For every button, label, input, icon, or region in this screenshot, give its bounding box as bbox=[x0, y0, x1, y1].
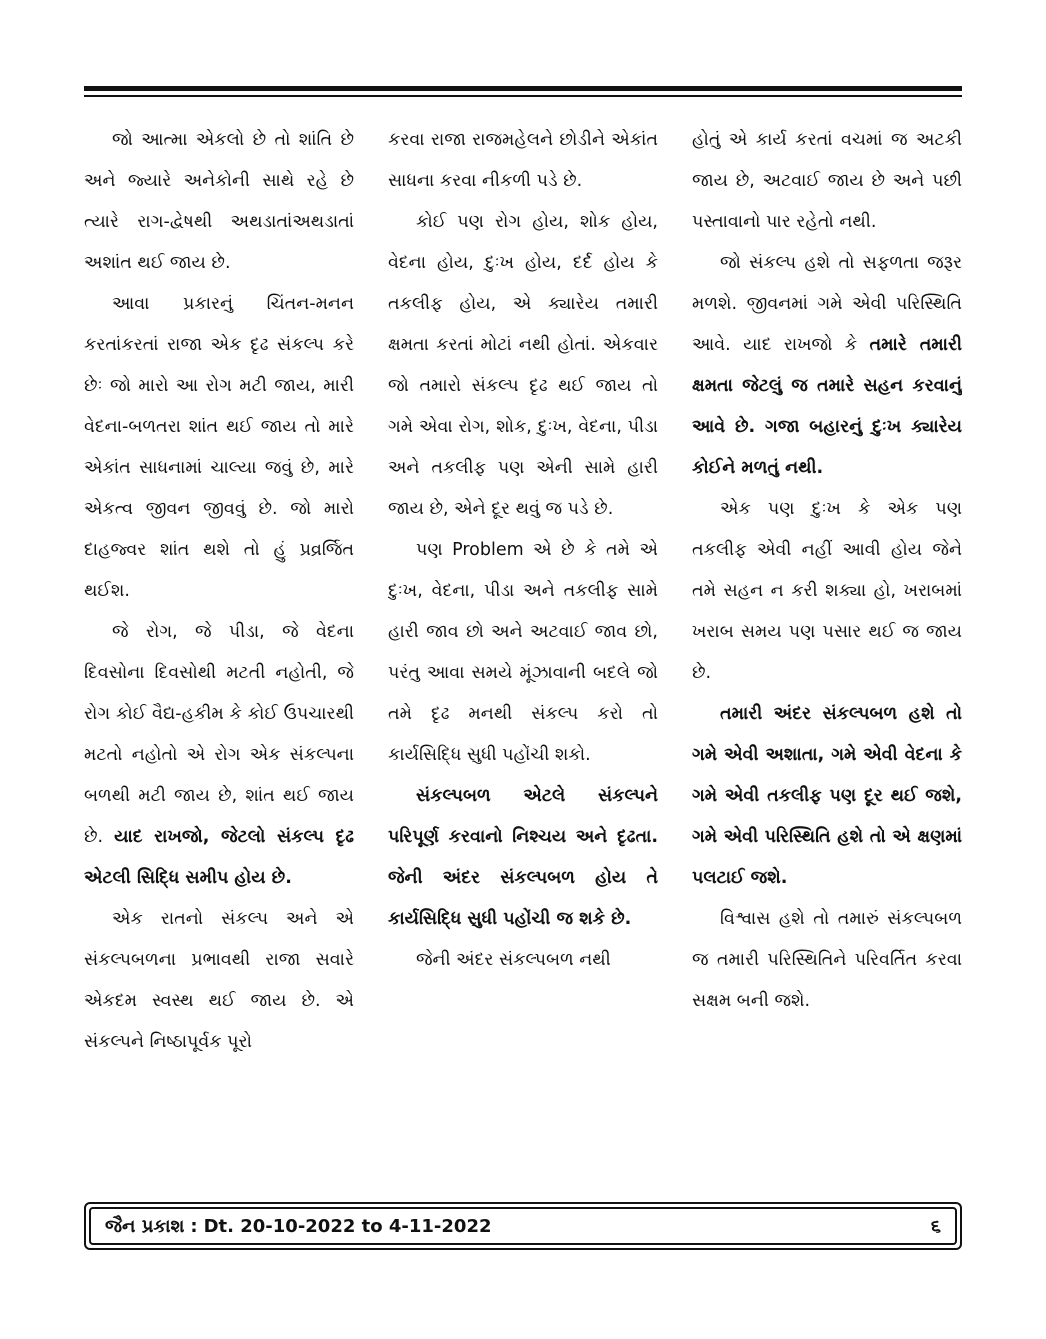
paragraph bbox=[692, 120, 962, 243]
footer-publication-info bbox=[105, 1216, 492, 1237]
issue-date-range: Dt. 20-10-2022 to 4-11-2022 bbox=[203, 1215, 492, 1237]
paragraph bbox=[388, 530, 658, 776]
column-1 bbox=[84, 120, 354, 1190]
paragraph-text: વિશ્વાસ હશે તો તમારું સંકલ્પબળ જ તમારી પરિસ્થિતિને પરિવર્તિત કરવા સક્ષમ બની જશે. bbox=[692, 909, 962, 1011]
paragraph bbox=[84, 120, 354, 284]
publication-name: જૈન પ્રકાશ bbox=[105, 1215, 185, 1237]
paragraph bbox=[388, 202, 658, 530]
paragraph-text: કરવા રાજા રાજમહેલને છોડીને એકાંત સાધના કરવા નીકળી પડે છે. bbox=[388, 130, 658, 191]
paragraph-text: જો સંકલ્પ હશે તો સફળતા જરૂર મળશે. જીવનમાં ગમે એવી પરિસ્થિતિ આવે. યાદ રાખજો કે bbox=[692, 253, 962, 355]
paragraph-text: જેની અંદર સંકલ્પબળ નથી bbox=[416, 950, 611, 970]
paragraph-text: પણ Problem એ છે કે તમે એ દુઃખ, વેદના, પીડા અને તકલીફ સામે હારી જાવ છો અને અટવાઈ જાવ છો, પરંતુ આવા સમયે મૂંઝાવાની બદલે જો તમે દૃઢ મનથી સંકલ્પ કરો તો કાર્યસિદ્ધિ સુધી પહોંચી શકો. bbox=[388, 540, 658, 765]
paragraph-text: જો આત્મા એકલો છે તો શાંતિ છે અને જ્યારે અનેકોની સાથે રહે છે ત્યારે રાગ-દ્વેષથી અથડાતાંઅથડાતાં અશાંત થઈ જાય છે. bbox=[84, 130, 354, 273]
paragraph bbox=[84, 612, 354, 899]
paragraph bbox=[692, 694, 962, 899]
header-rule-thin bbox=[84, 95, 962, 97]
paragraph-text: જે રોગ, જે પીડા, જે વેદના દિવસોના દિવસોથી મટતી નહોતી, જે રોગ કોઈ વૈદ્ય-હકીમ કે કોઈ ઉપચારથી મટતો નહોતો એ રોગ એક સંકલ્પના બળથી મટી જાય છે, શાંત થઈ જાય છે. bbox=[84, 622, 354, 847]
header-rule-thick bbox=[84, 86, 962, 91]
paragraph bbox=[692, 243, 962, 489]
paragraph-text: આવા પ્રકારનું ચિંતન-મનન કરતાંકરતાં રાજા એક દૃઢ સંકલ્પ કરે છેઃ જો મારો આ રોગ મટી જાય, મારી વેદના-બળતરા શાંત થઈ જાય તો મારે એકાંત સાધનામાં ચાલ્યા જવું છે, મારે એકત્વ જીવન જીવવું છે. જો મારો દાહજ્વર શાંત થશે તો હું પ્રવ્રર્જિત થઈશ. bbox=[84, 294, 354, 601]
paragraph bbox=[84, 284, 354, 612]
paragraph-text: કોઈ પણ રોગ હોય, શોક હોય, વેદના હોય, દુઃખ હોય, દર્દ હોય કે તકલીફ હોય, એ ક્યારેય તમારી ક્ષમતા કરતાં મોટાં નથી હોતાં. એકવાર જો તમારો સંકલ્પ દૃઢ થઈ જાય તો ગમે એવા રોગ, શોક, દુઃખ, વેદના, પીડા અને તકલીફ પણ એની સામે હારી જાય છે, એને દૂર થવું જ પડે છે. bbox=[388, 212, 658, 519]
paragraph bbox=[388, 776, 658, 940]
paragraph-text: એક રાતનો સંકલ્પ અને એ સંકલ્પબળના પ્રભાવથી રાજા સવારે એકદમ સ્વસ્થ થઈ જાય છે. એ સંકલ્પને નિષ્ઠાપૂર્વક પૂરો bbox=[84, 909, 354, 1052]
paragraph-emphasis: તમારી અંદર સંકલ્પબળ હશે તો ગમે એવી અશાતા, ગમે એવી વેદના કે ગમે એવી તકલીફ પણ દૂર થઈ જશે, ગમે એવી પરિસ્થિતિ હશે તો એ ક્ષણમાં પલટાઈ જશે. bbox=[692, 704, 962, 888]
column-3 bbox=[692, 120, 962, 1190]
footer-frame bbox=[89, 1207, 957, 1245]
paragraph-text: એક પણ દુઃખ કે એક પણ તકલીફ એવી નહીં આવી હોય જેને તમે સહન ન કરી શક્યા હો, ખરાબમાં ખરાબ સમય પણ પસાર થઈ જ જાય છે. bbox=[692, 499, 962, 683]
paragraph bbox=[692, 899, 962, 1022]
paragraph bbox=[388, 120, 658, 202]
paragraph bbox=[84, 899, 354, 1063]
paragraph-text: હોતું એ કાર્ય કરતાં વચમાં જ અટકી જાય છે, અટવાઈ જાય છે અને પછી પસ્તાવાનો પાર રહેતો નથી. bbox=[692, 130, 962, 232]
footer-separator: : bbox=[190, 1215, 198, 1237]
page-footer bbox=[84, 1202, 962, 1250]
article-body bbox=[84, 120, 962, 1190]
paragraph bbox=[692, 489, 962, 694]
paragraph-emphasis: યાદ રાખજો, જેટલો સંકલ્પ દૃઢ એટલી સિદ્ધિ સમીપ હોય છે. bbox=[84, 827, 354, 888]
column-2 bbox=[388, 120, 658, 1190]
paragraph-emphasis: તમારે તમારી ક્ષમતા જેટલું જ તમારે સહન કરવાનું આવે છે. ગજા બહારનું દુઃખ ક્યારેય કોઈને મળતું નથી. bbox=[692, 335, 962, 478]
page-number: ૬ bbox=[930, 1215, 941, 1237]
paragraph-emphasis: સંકલ્પબળ એટલે સંકલ્પને પરિપૂર્ણ કરવાનો નિશ્ચય અને દૃઢતા. જેની અંદર સંકલ્પબળ હોય તે કાર્યસિદ્ધિ સુધી પહોંચી જ શકે છે. bbox=[388, 786, 658, 929]
paragraph bbox=[388, 940, 658, 981]
